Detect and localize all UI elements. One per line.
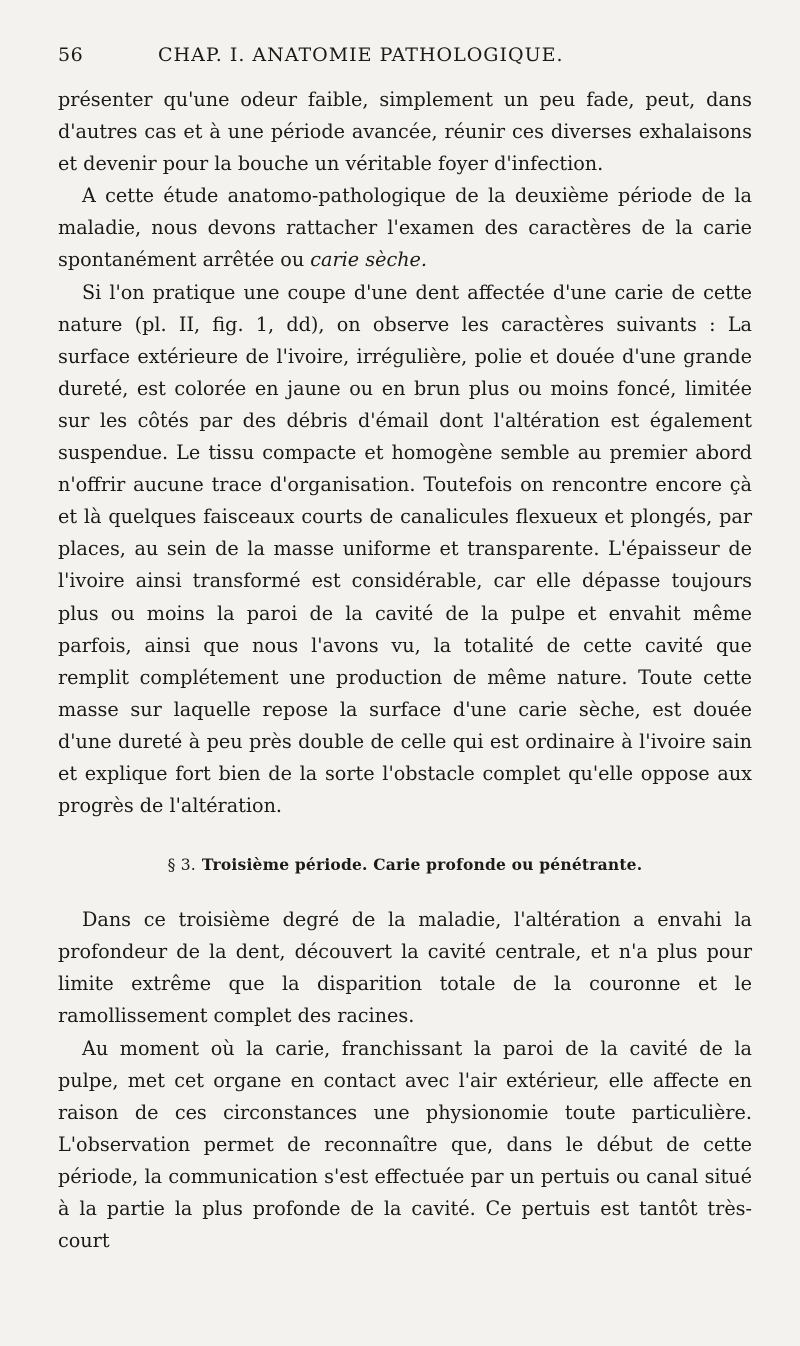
paragraph: présenter qu'une odeur faible, simplement un peu fade, peut, dans d'autres cas et à une période avancée, réunir ces diverses exhalaisons et devenir pour la bouche un véritable foyer d'infection. (58, 88, 752, 176)
section-heading (58, 855, 752, 874)
paragraph (58, 180, 752, 276)
running-head: CHAP. I. ANATOMIE PATHOLOGIQUE. (158, 44, 564, 66)
paragraph: Si l'on pratique une coupe d'une dent affectée d'une carie de cette nature (pl. II, fig. 1, dd), on observe les caractères suivants : La surface extérieure de l'ivoire, irrégulière, polie et douée d'une grande dureté, est colorée en jaune ou en brun plus ou moins foncé, limitée sur les côtés par des débris d'émail dont l'altération est également suspendue. Le tissu compacte et homogène semble au premier abord n'offrir aucune trace d'organisation. Toutefois on rencontre encore çà et là quelques faisceaux courts de canalicules flexueux et plongés, par places, au sein de la masse uniforme et transparente. L'épaisseur de l'ivoire ainsi transformé est considérable, car elle dépasse toujours plus ou moins la paroi de la cavité de la pulpe et envahit même parfois, ainsi que nous l'avons vu, la totalité de cette cavité que remplit complétement une production de même nature. Toute cette masse sur laquelle repose la surface d'une carie sèche, est douée d'une dureté à peu près double de celle qui est ordinaire à l'ivoire sain et explique fort bien de la sorte l'obstacle complet qu'elle oppose aux progrès de l'altération. (58, 280, 752, 818)
page-number: 56 (58, 44, 84, 66)
paragraph: Au moment où la carie, franchissant la paroi de la cavité de la pulpe, met cet organe en contact avec l'air extérieur, elle affecte en raison de ces circonstances une physionomie toute particulière. L'observation permet de reconnaître que, dans le début de cette période, la communication s'est effectuée par un pertuis ou canal situé à la partie la plus profonde de la cavité. Ce pertuis est tantôt très-court (58, 1036, 752, 1253)
emphasis-term: carie sèche. (310, 248, 428, 272)
body-text (58, 84, 752, 1257)
section-mark: § 3. (167, 856, 196, 875)
paragraph-text: A cette étude anatomo-pathologique de la deuxième période de la maladie, nous devons rattacher l'examen des caractères de la carie spontanément arrêtée ou (58, 184, 752, 272)
page-header (58, 44, 752, 84)
paragraph: Dans ce troisième degré de la maladie, l'altération a envahi la profondeur de la dent, découvert la cavité centrale, et n'a plus pour limite extrême que la disparition totale de la couronne et le ramollissement complet des racines. (58, 908, 752, 1028)
section-title: Troisième période. Carie profonde ou pénétrante. (201, 855, 643, 875)
